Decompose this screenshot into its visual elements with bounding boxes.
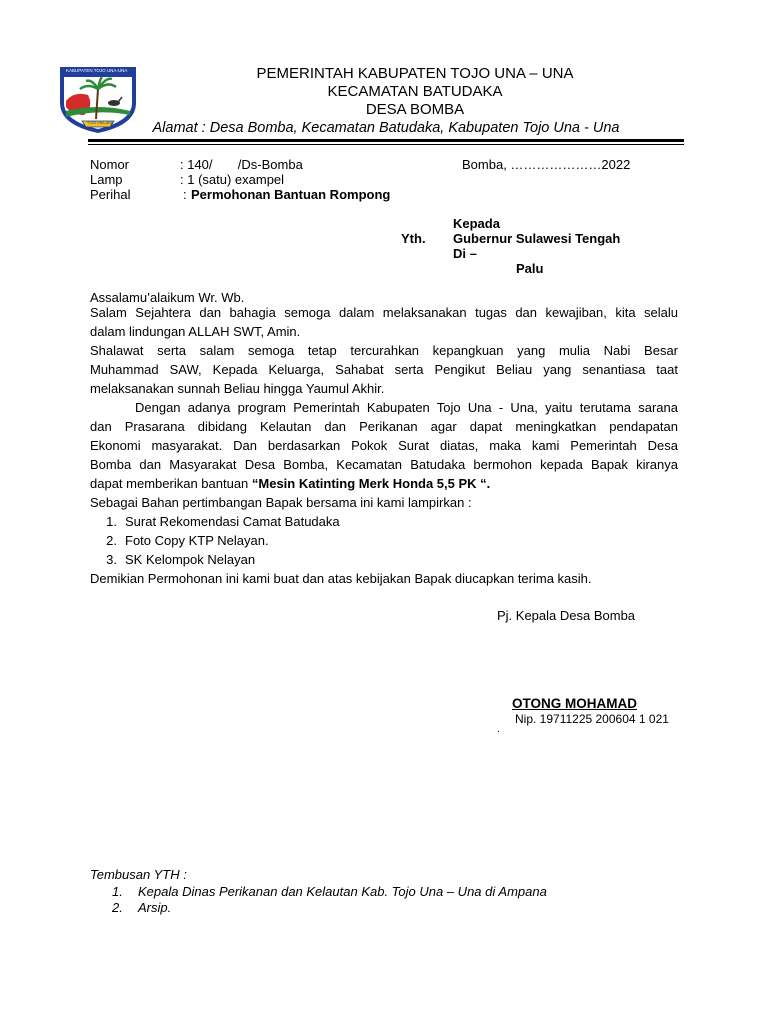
closing-line: Demikian Permohonan ini kami buat dan atas kebijakan Bapak diucapkan terima kasih. — [90, 571, 592, 586]
perihal-colon: : — [183, 187, 187, 202]
perihal-value: Permohonan Bantuan Rompong — [191, 187, 391, 202]
greeting: Assalamu’alaikum Wr. Wb. — [90, 290, 245, 305]
government-title: PEMERINTAH KABUPATEN TOJO UNA – UNA — [256, 65, 574, 82]
attachment-number: 3. — [106, 552, 117, 567]
signatory-name: OTONG MOHAMAD — [512, 696, 637, 711]
body-line: Dengan adanya program Pemerintah Kabupaten Tojo Una - Una, yaitu terutama sarana — [135, 400, 678, 415]
signatory-nip: Nip. 19711225 200604 1 021 — [515, 712, 669, 726]
body-line: dalam lindungan ALLAH SWT, Amin. — [90, 324, 301, 339]
body-line — [90, 474, 678, 493]
attachment-item — [90, 531, 678, 550]
recipient-name: Gubernur Sulawesi Tengah — [453, 231, 621, 246]
requested-item: “Mesin Katinting Merk Honda 5,5 PK “. — [251, 476, 491, 491]
perihal-label: Perihal — [90, 187, 131, 202]
attachment-item — [90, 550, 678, 569]
letter-date: Bomba, …………………2022 — [462, 157, 631, 172]
body-line: Shalawat serta salam semoga tetap tercurahkan kepangkuan yang mulia Nabi Besar — [90, 343, 678, 358]
signatory-title: Pj. Kepala Desa Bomba — [497, 608, 636, 623]
village-title: DESA BOMBA — [365, 101, 465, 118]
body-line: melaksanakan sunnah Beliau hingga Yaumul Akhir. — [90, 381, 385, 396]
attachments-intro: Sebagai Bahan pertimbangan Bapak bersama ini kami lampirkan : — [90, 495, 472, 510]
body-line: Muhammad SAW, Kepada Keluarga, Sahabat serta Pengikut Beliau yang senantiasa taat — [90, 362, 678, 377]
recipient-city: Palu — [516, 261, 544, 276]
signature-dot: . — [497, 724, 500, 735]
attachment-text: Surat Rekomendasi Camat Batudaka — [125, 514, 340, 529]
district-title: KECAMATAN BATUDAKA — [327, 83, 503, 100]
attachment-text: Foto Copy KTP Nelayan. — [125, 533, 269, 548]
recipient-di: Di – — [453, 246, 477, 261]
nomor-value: : 140/ /Ds-Bomba — [180, 157, 303, 172]
letterhead-rule-thin — [88, 144, 684, 145]
logo-ribbon-text: TOJO UNA-UNA — [87, 121, 114, 125]
body-line: Ekonomi masyarakat. Dan berdasarkan Pokok Surat diatas, maka kami Pemerintah Desa — [90, 438, 678, 453]
letterhead-rule-thick — [88, 139, 684, 142]
cc-number: 2. — [112, 900, 123, 915]
body-line: dan Prasarana dibidang Kelautan dan Perikanan agar dapat meningkatkan pendapatan — [90, 419, 678, 434]
request-intro: dapat memberikan bantuan — [90, 476, 252, 491]
letter-body — [90, 303, 678, 588]
logo-band-text: KABUPATEN TOJO UNA-UNA — [66, 68, 128, 73]
lamp-value: : 1 (satu) exampel — [180, 172, 285, 187]
cc-text: Arsip. — [138, 900, 172, 915]
lamp-label: Lamp — [90, 172, 123, 187]
attachment-item — [90, 512, 678, 531]
letterhead-address: Alamat : Desa Bomba, Kecamatan Batudaka, Kabupaten Tojo Una - Una — [152, 120, 620, 136]
recipient-kepada: Kepada — [453, 216, 500, 231]
cc-title: Tembusan YTH : — [90, 867, 187, 882]
body-line: Salam Sejahtera dan bahagia semoga dalam melaksanakan tugas dan kewajiban, kita selalu — [90, 305, 678, 320]
cc-item — [112, 884, 547, 899]
body-line: Bomba dan Masyarakat Desa Bomba, Kecamatan Batudaka bermohon kepada Bapak kiranya — [90, 457, 678, 472]
attachment-number: 2. — [106, 533, 117, 548]
recipient-yth: Yth. — [401, 231, 426, 246]
cc-text: Kepala Dinas Perikanan dan Kelautan Kab. Tojo Una – Una di Ampana — [138, 884, 547, 899]
attachment-text: SK Kelompok Nelayan — [125, 552, 256, 567]
attachment-number: 1. — [106, 514, 117, 529]
cc-item — [112, 900, 171, 915]
nomor-label: Nomor — [90, 157, 130, 172]
cc-number: 1. — [112, 884, 123, 899]
